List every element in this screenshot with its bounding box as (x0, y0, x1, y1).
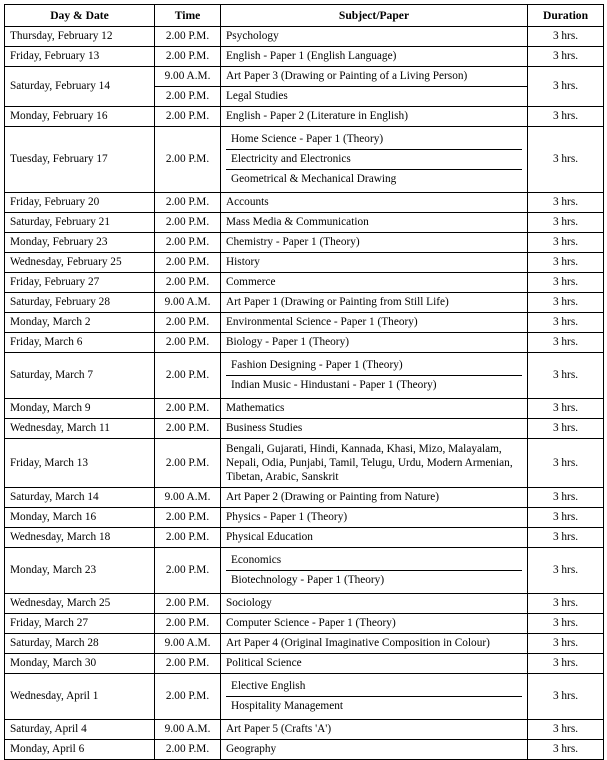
cell-duration: 3 hrs. (528, 720, 604, 740)
table-row (5, 439, 604, 488)
cell-duration: 3 hrs. (528, 273, 604, 293)
table-row (5, 127, 604, 193)
cell-day-date: Friday, February 13 (5, 47, 155, 67)
cell-time: 2.00 P.M. (155, 353, 221, 399)
cell-subject: Physical Education (221, 528, 528, 548)
table-row (5, 528, 604, 548)
cell-day-date: Monday, March 30 (5, 654, 155, 674)
table-row (5, 399, 604, 419)
cell-time: 2.00 P.M. (155, 87, 221, 107)
cell-subject: English - Paper 2 (Literature in English) (221, 107, 528, 127)
subject-paper-entry: Economics (226, 551, 522, 571)
table-row (5, 419, 604, 439)
cell-subject (221, 548, 528, 594)
cell-time: 2.00 P.M. (155, 614, 221, 634)
cell-subject (221, 127, 528, 193)
cell-time: 9.00 A.M. (155, 293, 221, 313)
cell-day-date: Monday, March 2 (5, 313, 155, 333)
cell-duration: 3 hrs. (528, 27, 604, 47)
cell-duration: 3 hrs. (528, 634, 604, 654)
cell-day-date: Friday, March 13 (5, 439, 155, 488)
cell-day-date: Wednesday, April 1 (5, 674, 155, 720)
table-row (5, 273, 604, 293)
subject-paper-entry: Biotechnology - Paper 1 (Theory) (231, 574, 385, 587)
subject-paper-entry: Fashion Designing - Paper 1 (Theory) (226, 356, 522, 376)
cell-time: 2.00 P.M. (155, 127, 221, 193)
table-header-row (5, 5, 604, 27)
cell-time: 9.00 A.M. (155, 634, 221, 654)
cell-duration: 3 hrs. (528, 419, 604, 439)
cell-time: 2.00 P.M. (155, 47, 221, 67)
cell-day-date: Wednesday, February 25 (5, 253, 155, 273)
cell-day-date: Monday, April 6 (5, 740, 155, 760)
cell-subject: Mathematics (221, 399, 528, 419)
table-row (5, 47, 604, 67)
table-row (5, 614, 604, 634)
table-row (5, 634, 604, 654)
cell-subject: Mass Media & Communication (221, 213, 528, 233)
exam-timetable-table (4, 4, 604, 760)
table-row (5, 740, 604, 760)
cell-time: 9.00 A.M. (155, 488, 221, 508)
cell-subject: Psychology (221, 27, 528, 47)
cell-day-date: Monday, March 9 (5, 399, 155, 419)
table-row (5, 508, 604, 528)
cell-time: 2.00 P.M. (155, 528, 221, 548)
cell-subject: Art Paper 1 (Drawing or Painting from Still Life) (221, 293, 528, 313)
cell-duration: 3 hrs. (528, 67, 604, 107)
cell-duration: 3 hrs. (528, 740, 604, 760)
cell-time: 2.00 P.M. (155, 253, 221, 273)
cell-time: 2.00 P.M. (155, 674, 221, 720)
cell-subject: Accounts (221, 193, 528, 213)
table-row (5, 488, 604, 508)
cell-subject: Commerce (221, 273, 528, 293)
cell-time: 2.00 P.M. (155, 548, 221, 594)
cell-time: 2.00 P.M. (155, 740, 221, 760)
cell-time: 2.00 P.M. (155, 193, 221, 213)
table-row (5, 27, 604, 47)
subject-paper-entry: Geometrical & Mechanical Drawing (231, 173, 397, 186)
cell-subject: Legal Studies (221, 87, 528, 107)
cell-subject: Geography (221, 740, 528, 760)
cell-subject: Bengali, Gujarati, Hindi, Kannada, Khasi, Mizo, Malayalam, Nepali, Odia, Punjabi, Tamil, Telugu, Urdu, Modern Armenian, Tibetan, Arabic, Sanskrit (221, 439, 528, 488)
cell-day-date: Friday, February 20 (5, 193, 155, 213)
cell-time: 2.00 P.M. (155, 27, 221, 47)
cell-duration: 3 hrs. (528, 47, 604, 67)
cell-day-date: Monday, February 23 (5, 233, 155, 253)
cell-day-date: Monday, March 16 (5, 508, 155, 528)
cell-time: 2.00 P.M. (155, 508, 221, 528)
cell-day-date: Saturday, April 4 (5, 720, 155, 740)
cell-duration: 3 hrs. (528, 439, 604, 488)
cell-day-date: Tuesday, February 17 (5, 127, 155, 193)
table-row (5, 213, 604, 233)
table-row (5, 548, 604, 594)
cell-day-date: Wednesday, March 11 (5, 419, 155, 439)
cell-duration: 3 hrs. (528, 548, 604, 594)
cell-day-date: Monday, February 16 (5, 107, 155, 127)
cell-subject: History (221, 253, 528, 273)
cell-subject: English - Paper 1 (English Language) (221, 47, 528, 67)
cell-duration: 3 hrs. (528, 193, 604, 213)
table-body (5, 27, 604, 760)
cell-duration: 3 hrs. (528, 614, 604, 634)
cell-subject: Physics - Paper 1 (Theory) (221, 508, 528, 528)
cell-subject: Political Science (221, 654, 528, 674)
cell-duration: 3 hrs. (528, 508, 604, 528)
cell-day-date: Wednesday, March 25 (5, 594, 155, 614)
cell-time: 2.00 P.M. (155, 654, 221, 674)
cell-subject: Art Paper 3 (Drawing or Painting of a Living Person) (221, 67, 528, 87)
cell-day-date: Saturday, March 28 (5, 634, 155, 654)
cell-subject: Chemistry - Paper 1 (Theory) (221, 233, 528, 253)
cell-subject: Computer Science - Paper 1 (Theory) (221, 614, 528, 634)
cell-duration: 3 hrs. (528, 594, 604, 614)
cell-subject: Environmental Science - Paper 1 (Theory) (221, 313, 528, 333)
cell-subject (221, 674, 528, 720)
table-row (5, 193, 604, 213)
cell-day-date: Saturday, February 21 (5, 213, 155, 233)
cell-day-date: Saturday, February 14 (5, 67, 155, 107)
cell-duration: 3 hrs. (528, 528, 604, 548)
cell-day-date: Saturday, March 14 (5, 488, 155, 508)
cell-day-date: Saturday, March 7 (5, 353, 155, 399)
cell-day-date: Wednesday, March 18 (5, 528, 155, 548)
subject-paper-entry: Indian Music - Hindustani - Paper 1 (Theory) (231, 379, 437, 392)
cell-duration: 3 hrs. (528, 127, 604, 193)
table-row (5, 107, 604, 127)
cell-time: 2.00 P.M. (155, 439, 221, 488)
cell-time: 2.00 P.M. (155, 594, 221, 614)
cell-day-date: Saturday, February 28 (5, 293, 155, 313)
cell-subject: Sociology (221, 594, 528, 614)
table-row (5, 654, 604, 674)
cell-duration: 3 hrs. (528, 253, 604, 273)
cell-duration: 3 hrs. (528, 213, 604, 233)
cell-time: 2.00 P.M. (155, 313, 221, 333)
cell-time: 2.00 P.M. (155, 399, 221, 419)
cell-time: 9.00 A.M. (155, 720, 221, 740)
cell-subject: Art Paper 4 (Original Imaginative Composition in Colour) (221, 634, 528, 654)
cell-subject: Business Studies (221, 419, 528, 439)
table-row (5, 594, 604, 614)
table-row (5, 233, 604, 253)
table-row (5, 313, 604, 333)
subject-paper-entry: Home Science - Paper 1 (Theory) (226, 130, 522, 150)
table-row (5, 674, 604, 720)
cell-day-date: Monday, March 23 (5, 548, 155, 594)
cell-duration: 3 hrs. (528, 399, 604, 419)
cell-duration: 3 hrs. (528, 674, 604, 720)
cell-duration: 3 hrs. (528, 333, 604, 353)
cell-subject (221, 353, 528, 399)
cell-time: 2.00 P.M. (155, 419, 221, 439)
cell-subject: Biology - Paper 1 (Theory) (221, 333, 528, 353)
cell-time: 2.00 P.M. (155, 333, 221, 353)
cell-time: 2.00 P.M. (155, 273, 221, 293)
table-header (5, 5, 604, 27)
cell-subject: Art Paper 2 (Drawing or Painting from Nature) (221, 488, 528, 508)
cell-day-date: Thursday, February 12 (5, 27, 155, 47)
cell-duration: 3 hrs. (528, 313, 604, 333)
column-header-duration: Duration (528, 5, 604, 27)
table-row (5, 353, 604, 399)
cell-time: 9.00 A.M. (155, 67, 221, 87)
subject-paper-entry: Hospitality Management (231, 700, 344, 713)
subject-paper-entry: Elective English (226, 677, 522, 697)
table-row (5, 333, 604, 353)
column-header-date: Day & Date (5, 5, 155, 27)
column-header-time: Time (155, 5, 221, 27)
cell-day-date: Friday, March 6 (5, 333, 155, 353)
cell-day-date: Friday, March 27 (5, 614, 155, 634)
cell-day-date: Friday, February 27 (5, 273, 155, 293)
cell-duration: 3 hrs. (528, 293, 604, 313)
cell-time: 2.00 P.M. (155, 233, 221, 253)
cell-subject: Art Paper 5 (Crafts 'A') (221, 720, 528, 740)
subject-paper-entry: Electricity and Electronics (226, 150, 522, 170)
table-row (5, 293, 604, 313)
table-row (5, 253, 604, 273)
column-header-subject: Subject/Paper (221, 5, 528, 27)
cell-duration: 3 hrs. (528, 107, 604, 127)
cell-time: 2.00 P.M. (155, 107, 221, 127)
table-row (5, 67, 604, 87)
cell-duration: 3 hrs. (528, 488, 604, 508)
cell-duration: 3 hrs. (528, 654, 604, 674)
cell-duration: 3 hrs. (528, 233, 604, 253)
table-row (5, 720, 604, 740)
cell-duration: 3 hrs. (528, 353, 604, 399)
cell-time: 2.00 P.M. (155, 213, 221, 233)
